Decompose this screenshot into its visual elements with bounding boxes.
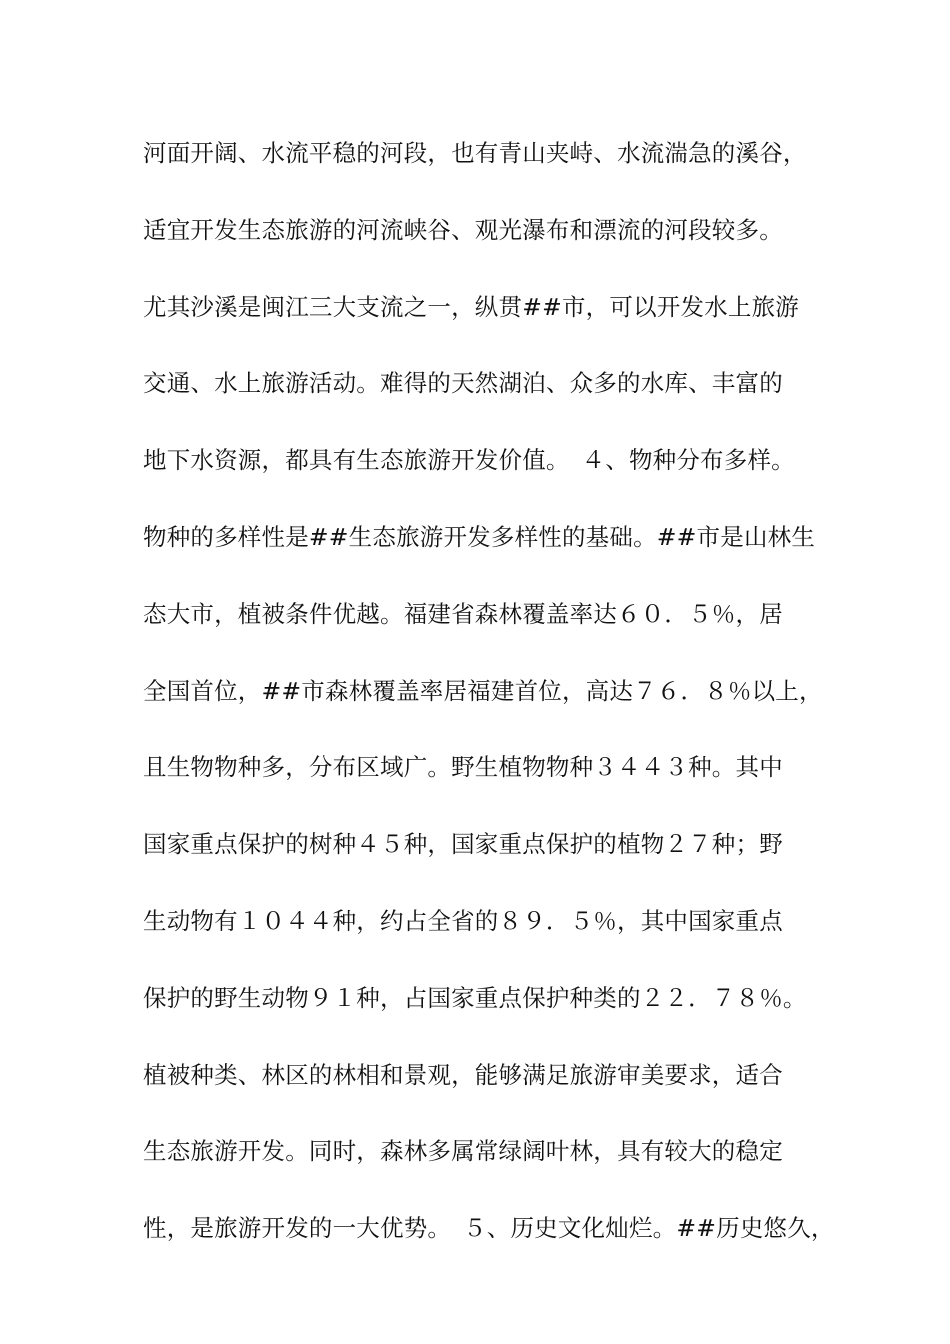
text-line: 国家重点保护的树种４５种，国家重点保护的植物２７种；野: [143, 830, 783, 859]
text-line: 适宜开发生态旅游的河流峡谷、观光瀑布和漂流的河段较多。: [143, 215, 783, 244]
text-line: 保护的野生动物９１种，占国家重点保护种类的２２．７８％。: [143, 983, 807, 1012]
text-line: 生动物有１０４４种，约占全省的８９．５％，其中国家重点: [143, 906, 783, 935]
text-line: 生态旅游开发。同时，森林多属常绿阔叶林，具有较大的稳定: [143, 1137, 783, 1166]
text-line: 植被种类、林区的林相和景观，能够满足旅游审美要求，适合: [143, 1060, 783, 1089]
text-line: 尤其沙溪是闽江三大支流之一，纵贯##市，可以开发水上旅游: [143, 292, 799, 321]
text-line: 地下水资源，都具有生态旅游开发价值。 ４、物种分布多样。: [143, 446, 795, 475]
text-line: 全国首位，##市森林覆盖率居福建首位，高达７６．８％以上，: [143, 676, 823, 705]
text-line: 且生物物种多，分布区域广。野生植物物种３４４３种。其中: [143, 753, 783, 782]
text-line: 态大市，植被条件优越。福建省森林覆盖率达６０．５％，居: [143, 599, 783, 628]
text-line: 交通、水上旅游活动。难得的天然湖泊、众多的水库、丰富的: [143, 369, 783, 398]
text-line: 河面开阔、水流平稳的河段，也有青山夹峙、水流湍急的溪谷，: [143, 139, 807, 167]
text-line: 物种的多样性是##生态旅游开发多样性的基础。##市是山林生: [143, 522, 816, 551]
text-line: 性，是旅游开发的一大优势。 ５、历史文化灿烂。##历史悠久，: [143, 1214, 835, 1243]
body-text: [143, 128, 843, 1280]
